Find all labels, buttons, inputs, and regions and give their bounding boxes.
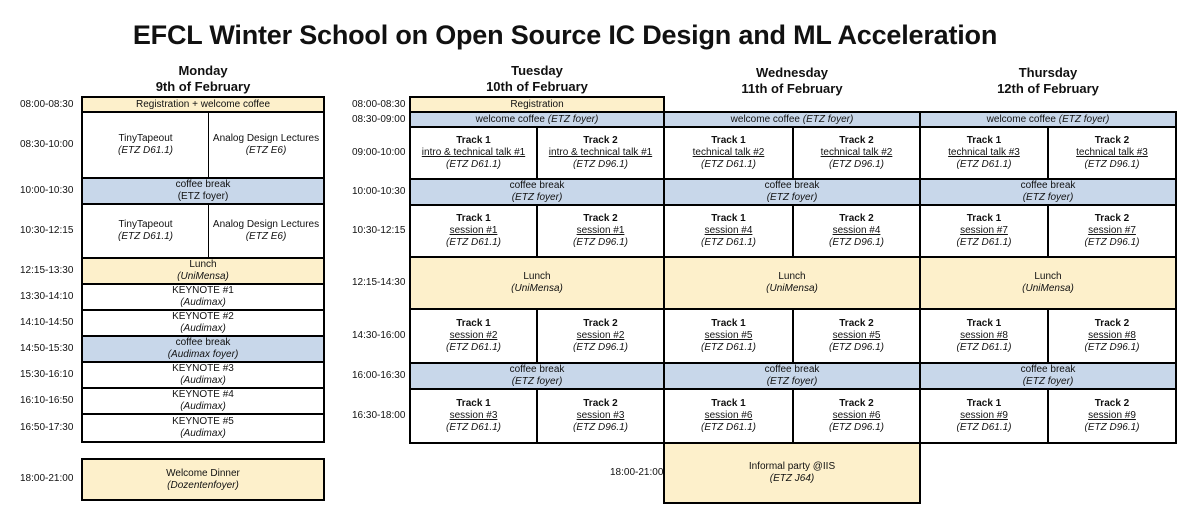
time-label: 16:50-17:30 bbox=[20, 422, 74, 433]
event-title: KEYNOTE #4 bbox=[172, 389, 234, 400]
thursday-track2-morning bbox=[1048, 127, 1176, 179]
monday-analog-morning bbox=[208, 112, 324, 178]
tuesday-track2-session2 bbox=[537, 309, 664, 363]
wednesday-track1-session6 bbox=[664, 389, 793, 443]
event-location: (UniMensa) bbox=[1022, 283, 1074, 294]
session-title: session #8 bbox=[1088, 330, 1136, 341]
session-title: technical talk #2 bbox=[820, 147, 893, 158]
event-location: (ETZ foyer) bbox=[766, 192, 818, 203]
track-label: Track 2 bbox=[839, 135, 874, 146]
event-location: (ETZ D96.1) bbox=[828, 422, 884, 433]
page-title: EFCL Winter School on Open Source IC Design and ML Acceleration bbox=[132, 20, 998, 50]
day-name: Wednesday bbox=[755, 65, 828, 80]
event-location: (Audimax) bbox=[180, 323, 226, 334]
track-label: Track 2 bbox=[1094, 135, 1130, 146]
time-label: 16:10-16:50 bbox=[20, 395, 74, 406]
event-title: coffee break bbox=[175, 179, 231, 190]
monday-tinytapeout-morning bbox=[82, 112, 209, 178]
track-label: Track 1 bbox=[711, 398, 746, 409]
session-title: session #2 bbox=[576, 330, 625, 341]
event-title: Analog Design Lectures bbox=[212, 133, 320, 144]
session-title: session #8 bbox=[960, 330, 1008, 341]
event-location: (ETZ D96.1) bbox=[828, 159, 884, 170]
wednesday-track1-session5 bbox=[664, 309, 793, 363]
event-title: KEYNOTE #5 bbox=[172, 416, 234, 427]
event-title: Analog Design Lectures bbox=[212, 219, 320, 230]
day-header-monday bbox=[82, 63, 324, 95]
day-date: 9th of February bbox=[155, 79, 251, 94]
day-header-thursday bbox=[920, 65, 1176, 97]
event-location: (ETZ D61.1) bbox=[956, 422, 1012, 433]
monday-keynote-5 bbox=[82, 414, 324, 442]
tuesday-track1-session3 bbox=[410, 389, 537, 443]
session-title: session #9 bbox=[960, 410, 1008, 421]
event-location: (ETZ E6) bbox=[245, 145, 287, 156]
wednesday-track2-session4 bbox=[793, 205, 920, 257]
time-label: 16:00-16:30 bbox=[352, 370, 406, 381]
event-title: Lunch bbox=[523, 271, 551, 282]
event-location: (ETZ foyer) bbox=[1022, 376, 1074, 387]
event-location: (Audimax) bbox=[180, 375, 226, 386]
event-location: (ETZ D61.1) bbox=[956, 159, 1012, 170]
track-label: Track 1 bbox=[966, 135, 1002, 146]
event-title: coffee break bbox=[175, 337, 231, 348]
day-name: Tuesday bbox=[511, 63, 563, 78]
session-title: session #5 bbox=[704, 330, 753, 341]
event-location: (ETZ D96.1) bbox=[572, 237, 628, 248]
event-location: (UniMensa) bbox=[766, 283, 818, 294]
session-title: technical talk #3 bbox=[948, 147, 1020, 158]
track-label: Track 2 bbox=[839, 398, 874, 409]
track-label: Track 1 bbox=[456, 318, 491, 329]
day-date: 10th of February bbox=[486, 79, 588, 94]
tuesday-track1-session2 bbox=[410, 309, 537, 363]
event-location: (Audimax) bbox=[180, 428, 226, 439]
event-location: (ETZ D61.1) bbox=[117, 231, 173, 242]
event-location: (ETZ D61.1) bbox=[445, 342, 501, 353]
event-location: (ETZ foyer) bbox=[511, 192, 563, 203]
tuesday-track2-session3 bbox=[537, 389, 664, 443]
event-title: KEYNOTE #1 bbox=[172, 285, 234, 296]
thursday-lunch bbox=[920, 257, 1176, 309]
event-location: (ETZ D61.1) bbox=[700, 342, 756, 353]
session-title: session #6 bbox=[704, 410, 753, 421]
event-location: (ETZ D96.1) bbox=[572, 422, 628, 433]
tuesday-afternoon-coffee bbox=[410, 363, 664, 389]
wednesday-informal-party bbox=[664, 443, 920, 503]
wednesday-track1-morning bbox=[664, 127, 793, 179]
monday-welcome-dinner bbox=[82, 459, 324, 500]
event-location: (UniMensa) bbox=[177, 271, 229, 282]
event-location: (ETZ E6) bbox=[245, 231, 287, 242]
event-location: (ETZ D96.1) bbox=[572, 342, 628, 353]
time-label: 08:00-08:30 bbox=[352, 98, 406, 110]
time-label: 10:30-12:15 bbox=[20, 225, 74, 236]
event-location: (Audimax foyer) bbox=[167, 349, 239, 360]
session-title: session #6 bbox=[832, 410, 881, 421]
tuesday-track2-session1 bbox=[537, 205, 664, 257]
time-label: 14:10-14:50 bbox=[20, 317, 74, 328]
wednesday-track1-session4 bbox=[664, 205, 793, 257]
monday-keynote-1 bbox=[82, 284, 324, 310]
track-label: Track 1 bbox=[966, 213, 1002, 224]
track-label: Track 2 bbox=[583, 135, 618, 146]
tuesday-track2-morning bbox=[537, 127, 664, 179]
thursday-track1-session8 bbox=[920, 309, 1048, 363]
monday-keynote-2 bbox=[82, 310, 324, 336]
event-title: coffee break bbox=[509, 364, 565, 375]
session-title: session #2 bbox=[449, 330, 498, 341]
tuesday-track1-morning bbox=[410, 127, 537, 179]
time-label: 09:00-10:00 bbox=[352, 147, 406, 158]
session-title: session #3 bbox=[576, 410, 625, 421]
event-location: (Audimax) bbox=[180, 297, 226, 308]
time-label: 14:50-15:30 bbox=[20, 343, 74, 354]
thursday-track2-session7 bbox=[1048, 205, 1176, 257]
thursday-track1-session7 bbox=[920, 205, 1048, 257]
event-location: (ETZ foyer) bbox=[802, 113, 854, 125]
track-label: Track 1 bbox=[456, 213, 491, 224]
event-location: (ETZ foyer) bbox=[177, 191, 229, 202]
event-title: welcome coffee bbox=[475, 113, 545, 125]
event-location: (ETZ D61.1) bbox=[445, 237, 501, 248]
track-label: Track 2 bbox=[1094, 318, 1130, 329]
thursday-track2-session8 bbox=[1048, 309, 1176, 363]
event-title: coffee break bbox=[1020, 364, 1076, 375]
wednesday-afternoon-coffee bbox=[664, 363, 920, 389]
event-title: Registration + welcome coffee bbox=[135, 98, 271, 110]
monday-registration bbox=[82, 97, 324, 112]
time-label: 18:00-21:00 bbox=[20, 473, 74, 484]
day-date: 12th of February bbox=[997, 81, 1099, 96]
track-label: Track 2 bbox=[583, 398, 618, 409]
track-label: Track 1 bbox=[456, 398, 491, 409]
wednesday-lunch bbox=[664, 257, 920, 309]
event-location: (ETZ D96.1) bbox=[1084, 422, 1140, 433]
day-header-wednesday bbox=[664, 65, 920, 97]
event-title: coffee break bbox=[764, 180, 820, 191]
monday-keynote-4 bbox=[82, 388, 324, 414]
thursday-track1-morning bbox=[920, 127, 1048, 179]
time-label: 08:00-08:30 bbox=[20, 98, 74, 110]
event-location: (UniMensa) bbox=[511, 283, 563, 294]
event-title: welcome coffee bbox=[730, 113, 800, 125]
track-label: Track 2 bbox=[583, 213, 618, 224]
event-location: (Dozentenfoyer) bbox=[167, 479, 239, 491]
event-title: Welcome Dinner bbox=[166, 467, 240, 479]
event-title: Lunch bbox=[189, 259, 217, 270]
monday-keynote-3 bbox=[82, 362, 324, 388]
wednesday-coffee-break bbox=[664, 179, 920, 205]
wednesday-track2-session5 bbox=[793, 309, 920, 363]
track-label: Track 2 bbox=[839, 213, 874, 224]
event-title: Lunch bbox=[1034, 271, 1062, 282]
session-title: session #7 bbox=[960, 225, 1008, 236]
monday-analog-midday bbox=[208, 204, 324, 258]
session-title: session #4 bbox=[832, 225, 881, 236]
session-title: session #5 bbox=[832, 330, 881, 341]
time-label: 10:00-10:30 bbox=[20, 185, 74, 196]
event-title: TinyTapeout bbox=[118, 133, 173, 144]
track-label: Track 1 bbox=[966, 398, 1002, 409]
time-label: 10:30-12:15 bbox=[352, 225, 406, 236]
event-title: coffee break bbox=[764, 364, 820, 375]
event-location: (ETZ D61.1) bbox=[956, 237, 1012, 248]
tuesday-registration bbox=[410, 97, 664, 112]
event-location: (ETZ J64) bbox=[769, 473, 815, 484]
event-location: (ETZ D96.1) bbox=[828, 342, 884, 353]
time-label: 10:00-10:30 bbox=[352, 186, 406, 197]
event-title: Registration bbox=[510, 98, 564, 110]
session-title: intro & technical talk #1 bbox=[548, 147, 653, 158]
session-title: session #4 bbox=[704, 225, 753, 236]
wednesday-welcome-coffee bbox=[664, 112, 920, 127]
day-date: 11th of February bbox=[741, 81, 843, 96]
day-name: Thursday bbox=[1018, 65, 1078, 80]
event-location: (ETZ D96.1) bbox=[828, 237, 884, 248]
monday-afternoon-coffee bbox=[82, 336, 324, 362]
event-location: (ETZ foyer) bbox=[547, 113, 599, 125]
event-location: (ETZ D61.1) bbox=[956, 342, 1012, 353]
session-title: session #1 bbox=[576, 225, 625, 236]
time-label: 12:15-13:30 bbox=[20, 265, 74, 276]
tuesday-lunch bbox=[410, 257, 664, 309]
event-location: (ETZ D96.1) bbox=[1084, 237, 1140, 248]
monday-lunch bbox=[82, 258, 324, 284]
event-location: (ETZ D61.1) bbox=[445, 159, 501, 170]
event-location: (ETZ D96.1) bbox=[572, 159, 628, 170]
session-title: intro & technical talk #1 bbox=[421, 147, 526, 158]
event-title: TinyTapeout bbox=[118, 219, 173, 230]
event-title: Lunch bbox=[778, 271, 806, 282]
event-location: (ETZ D96.1) bbox=[1084, 159, 1140, 170]
event-location: (ETZ foyer) bbox=[766, 376, 818, 387]
event-location: (ETZ D61.1) bbox=[700, 237, 756, 248]
day-header-tuesday bbox=[410, 63, 664, 95]
track-label: Track 1 bbox=[711, 135, 746, 146]
event-title: Informal party @IIS bbox=[748, 461, 836, 472]
track-label: Track 2 bbox=[839, 318, 874, 329]
time-label: 08:30-09:00 bbox=[352, 113, 406, 125]
event-location: (ETZ foyer) bbox=[1058, 113, 1110, 125]
event-location: (ETZ D61.1) bbox=[445, 422, 501, 433]
time-label: 18:00-21:00 bbox=[610, 467, 664, 478]
tuesday-track1-session1 bbox=[410, 205, 537, 257]
event-location: (ETZ foyer) bbox=[511, 376, 563, 387]
session-title: session #1 bbox=[449, 225, 498, 236]
event-title: KEYNOTE #3 bbox=[172, 363, 234, 374]
time-label: 14:30-16:00 bbox=[352, 330, 406, 341]
thursday-track1-session9 bbox=[920, 389, 1048, 443]
monday-coffee-break bbox=[82, 178, 324, 204]
time-label: 08:30-10:00 bbox=[20, 139, 74, 150]
event-location: (ETZ D61.1) bbox=[117, 145, 173, 156]
event-title: KEYNOTE #2 bbox=[172, 311, 234, 322]
session-title: session #7 bbox=[1088, 225, 1136, 236]
time-label: 16:30-18:00 bbox=[352, 410, 406, 421]
track-label: Track 1 bbox=[711, 318, 746, 329]
monday-tinytapeout-midday bbox=[82, 204, 209, 258]
event-location: (Audimax) bbox=[180, 401, 226, 412]
thursday-welcome-coffee bbox=[920, 112, 1176, 127]
track-label: Track 2 bbox=[1094, 213, 1130, 224]
time-label: 13:30-14:10 bbox=[20, 291, 74, 302]
event-location: (ETZ D96.1) bbox=[1084, 342, 1140, 353]
wednesday-track2-session6 bbox=[793, 389, 920, 443]
tuesday-coffee-break bbox=[410, 179, 664, 205]
track-label: Track 1 bbox=[456, 135, 491, 146]
day-name: Monday bbox=[178, 63, 228, 78]
track-label: Track 1 bbox=[711, 213, 746, 224]
thursday-coffee-break bbox=[920, 179, 1176, 205]
event-location: (ETZ foyer) bbox=[1022, 192, 1074, 203]
session-title: technical talk #2 bbox=[692, 147, 765, 158]
event-title: coffee break bbox=[509, 180, 565, 191]
event-title: coffee break bbox=[1020, 180, 1076, 191]
tuesday-welcome-coffee bbox=[410, 112, 664, 127]
session-title: technical talk #3 bbox=[1076, 147, 1148, 158]
session-title: session #3 bbox=[449, 410, 498, 421]
time-label: 12:15-14:30 bbox=[352, 277, 406, 288]
thursday-afternoon-coffee bbox=[920, 363, 1176, 389]
event-location: (ETZ D61.1) bbox=[700, 159, 756, 170]
session-title: session #9 bbox=[1088, 410, 1136, 421]
track-label: Track 1 bbox=[966, 318, 1002, 329]
time-label: 15:30-16:10 bbox=[20, 369, 74, 380]
track-label: Track 2 bbox=[583, 318, 618, 329]
event-title: welcome coffee bbox=[986, 113, 1056, 125]
track-label: Track 2 bbox=[1094, 398, 1130, 409]
event-location: (ETZ D61.1) bbox=[700, 422, 756, 433]
thursday-track2-session9 bbox=[1048, 389, 1176, 443]
wednesday-track2-morning bbox=[793, 127, 920, 179]
